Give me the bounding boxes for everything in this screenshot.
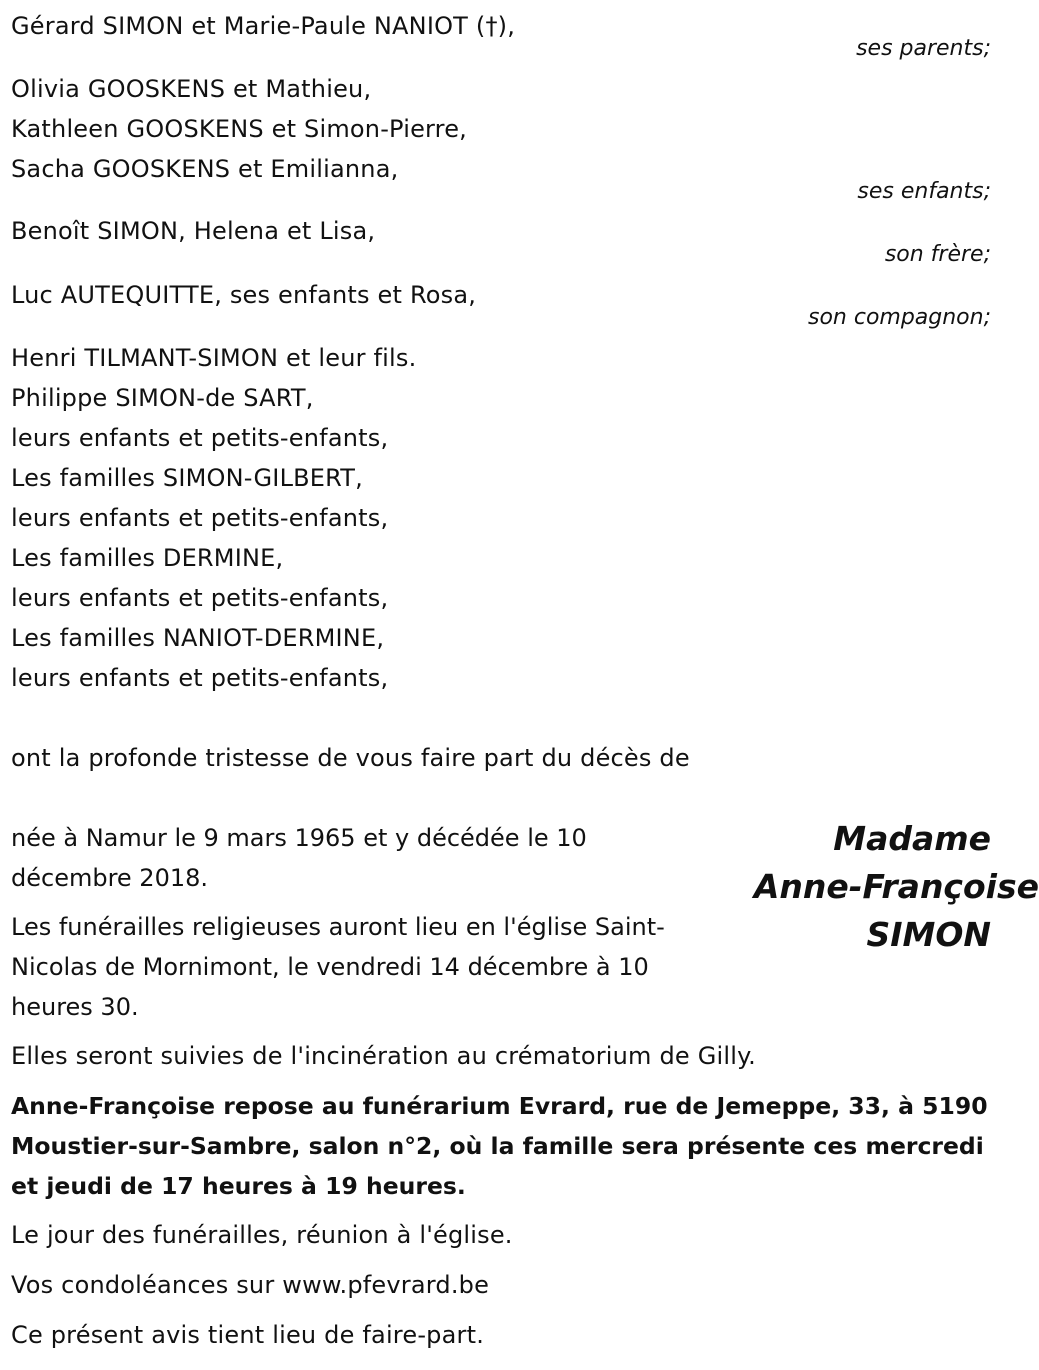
- family-line: leurs enfants et petits-enfants,: [11, 504, 389, 532]
- child-line: Olivia GOOSKENS et Mathieu,: [11, 75, 372, 103]
- partner-relation: son compagnon;: [807, 305, 991, 330]
- family-line: leurs enfants et petits-enfants,: [11, 664, 389, 692]
- deceased-title: Madame: [833, 819, 991, 858]
- notice-text: Ce présent avis tient lieu de faire-part.: [11, 1321, 485, 1349]
- family-line: leurs enfants et petits-enfants,: [11, 584, 389, 612]
- brother-line: Benoît SIMON, Helena et Lisa,: [11, 217, 376, 245]
- condolences-text: Vos condoléances sur www.pfevrard.be: [11, 1271, 490, 1299]
- parents-relation: ses parents;: [856, 36, 991, 61]
- family-line: Les familles SIMON-GILBERT,: [11, 464, 363, 492]
- funeral-text: Les funérailles religieuses auront lieu en l'église Saint-Nicolas de Mornimont, le vendredi 14 décembre à 10 heures 30.: [11, 913, 665, 1021]
- brother-relation: son frère;: [884, 242, 991, 267]
- birth-death-text: née à Namur le 9 mars 1965 et y décédée le 10 décembre 2018.: [11, 824, 587, 892]
- meeting-text: Le jour des funérailles, réunion à l'église.: [11, 1221, 513, 1249]
- announcement: ont la profonde tristesse de vous faire part du décès de: [11, 744, 690, 772]
- family-line: leurs enfants et petits-enfants,: [11, 424, 389, 452]
- family-line: Henri TILMANT-SIMON et leur fils.: [11, 344, 417, 372]
- children-relation: ses enfants;: [857, 179, 991, 204]
- child-line: Kathleen GOOSKENS et Simon-Pierre,: [11, 115, 468, 143]
- family-line: Les familles DERMINE,: [11, 544, 284, 572]
- visitation-text: Anne-Françoise repose au funérarium Evrard, rue de Jemeppe, 33, à 5190 Moustier-sur-Sambre, salon n°2, où la famille sera présente ces mercredi et jeudi de 17 heures à 19 heures.: [11, 1092, 988, 1200]
- child-line: Sacha GOOSKENS et Emilianna,: [11, 155, 399, 183]
- family-line: Philippe SIMON-de SART,: [11, 384, 314, 412]
- family-line: Les familles NANIOT-DERMINE,: [11, 624, 385, 652]
- deceased-first-name: Anne-Françoise: [753, 867, 1039, 906]
- parents-line: Gérard SIMON et Marie-Paule NANIOT (†),: [11, 12, 516, 40]
- cremation-text: Elles seront suivies de l'incinération au crématorium de Gilly.: [11, 1042, 756, 1070]
- deceased-last-name: SIMON: [866, 915, 991, 954]
- partner-line: Luc AUTEQUITTE, ses enfants et Rosa,: [11, 281, 477, 309]
